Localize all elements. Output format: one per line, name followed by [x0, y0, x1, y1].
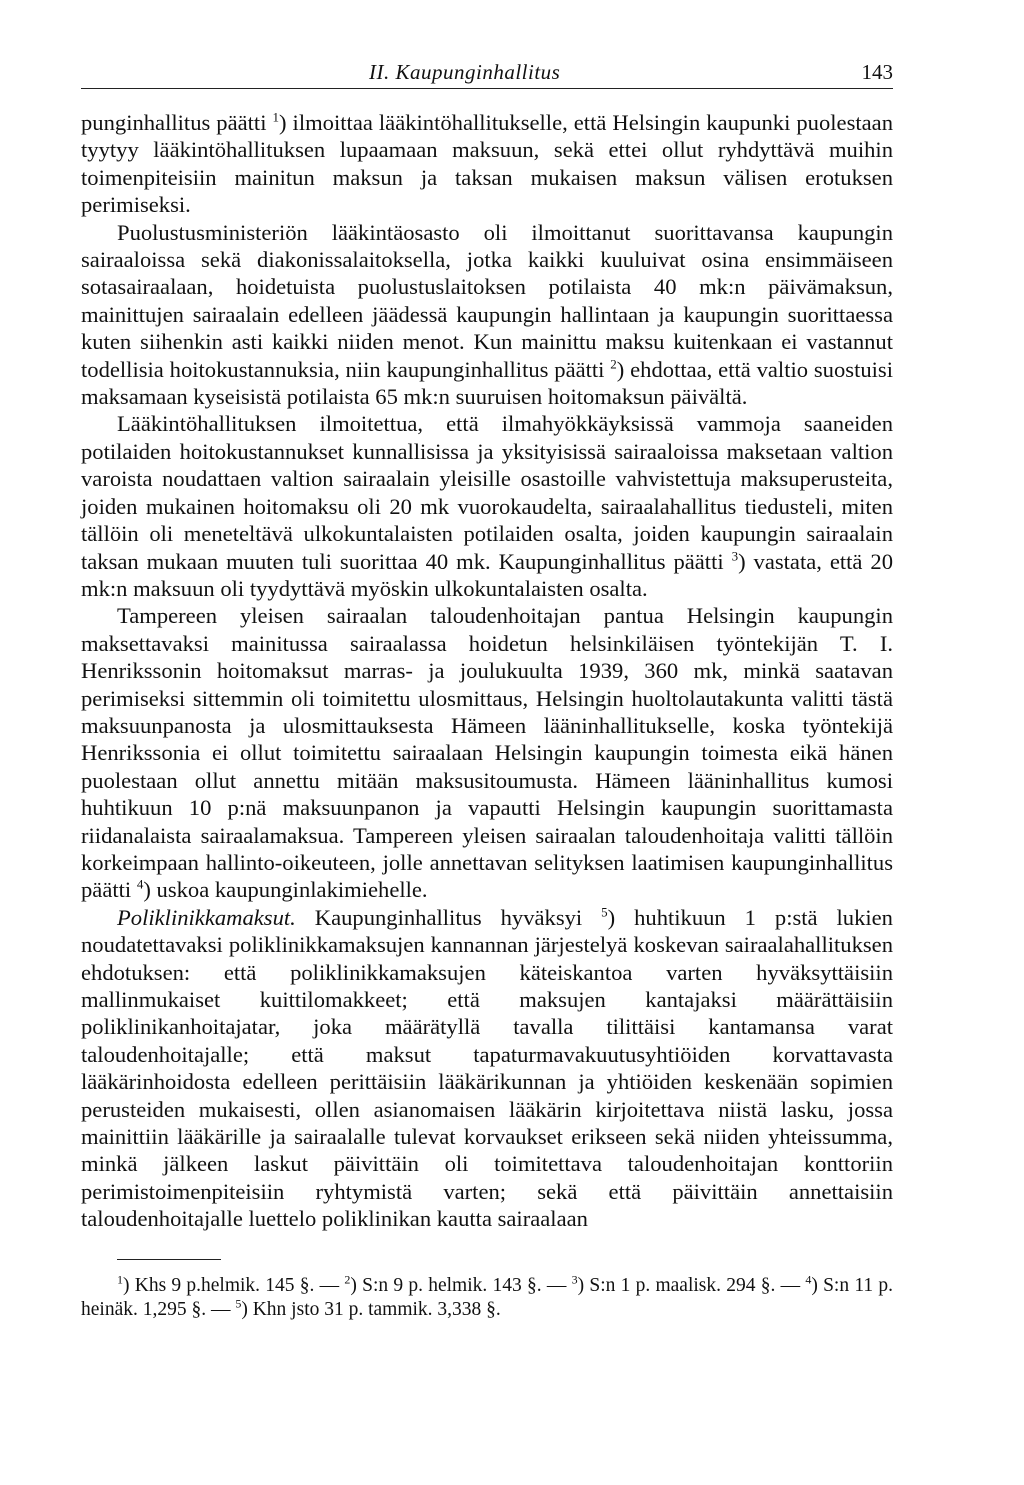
paragraph-2	[81, 219, 893, 411]
footnote-ref: 1	[272, 109, 280, 125]
paragraph-text: Puolustusministeriön lääkintäosasto oli ilmoittanut suorittavansa kaupungin sairaaloissa sekä diakonissalaitoksella, jotka kaikki kuuluivat osina ensimmäiseen sotasairaalaan, hoidetuista puolustuslaitoksen potilaista 40 mk:n päivämaksun, mainittujen sairaalain edelleen jäädessä kaupungin hallintaan ja kaupungin suorittaessa kuten siihenkin asti kaikki niiden menot. Kun mainittu maksu kuitenkaan ei vastannut todellisia hoitokustannuksia, niin kaupunginhallitus päätti	[81, 219, 893, 382]
page-number: 143	[861, 60, 893, 84]
paragraph-text: ) ilmoittaa lääkintöhallitukselle, että Helsingin kaupunki puolestaan tyytyy lääkintöhallituksen lupaamaan maksuun, sekä ettei ollut ryhdyttävä muihin toimenpiteisiin mainitun maksun ja taksan mukaisen maksun välisen erotuksen perimiseksi.	[81, 110, 893, 218]
footnote-text: ) Khs 9 p.helmik. 145 §. —	[123, 1274, 345, 1296]
paragraph-text: ) vastata, että 20 mk:n maksuun oli tyydyttävä myöskin ulkokuntalaisten osalta.	[81, 548, 893, 601]
footnote-number: 4	[805, 1272, 812, 1287]
paragraph-5	[81, 904, 893, 1233]
section-heading-italic: Poliklinikkamaksut.	[117, 904, 296, 930]
footnotes	[81, 1274, 893, 1322]
paragraph-text: Lääkintöhallituksen ilmoitettua, että ilmahyökkäyksissä vammoja saaneiden potilaiden hoitokustannukset kunnallisissa ja yksityisissä sairaaloissa maksetaan valtion varoista noudattaen valtion sairaalain yleisille osastoille vahvistettuja maksuperusteita, joiden mukainen hoitomaksu oli 20 mk vuorokaudelta, sairaalahallitus tiedusteli, miten tällöin oli meneteltävä ulkokuntalaisten potilaiden osalta, joiden kaupungin sairaalain taksan mukaan muuten tuli suorittaa 40 mk. Kaupunginhallitus päätti	[81, 411, 893, 574]
footnote-number: 1	[117, 1272, 123, 1287]
footnote-number: 2	[344, 1272, 351, 1287]
footnote-number: 3	[571, 1272, 578, 1287]
footnote-text: ) S:n 1 p. maalisk. 294 §. —	[577, 1274, 806, 1296]
paragraph-text: ) uskoa kaupunginlakimiehelle.	[143, 877, 428, 903]
paragraph-text: Kaupunginhallitus hyväksyi	[295, 904, 602, 930]
paragraph-text: ) huhtikuun 1 p:stä lukien noudatettavaksi poliklinikkamaksujen kannannan järjestelyä koskevan sairaalahallituksen ehdotuksen: että poliklinikkamaksujen käteiskantoa varten hyväksyttäisiin mallinmukaiset kuittilomakkeet; että maksujen kantajaksi määrättäisiin poliklinikanhoitajatar, joka määrätyllä tavalla tilittäisi kantamansa varat taloudenhoitajalle; että maksut tapaturmavakuutusyhtiöiden korvattavasta lääkärinhoidosta edelleen perittäisiin lääkärikunnan ja yhtiöiden keskenään sopimien perusteiden mukaisesti, ollen asianomaisen lääkärin kirjoitettava niistä lasku, jossa mainittiin lääkärille ja sairaalalle tulevat korvaukset erikseen sekä niiden yhteissumma, minkä jälkeen laskut päivittäin oli toimitettava taloudenhoitajan konttoriin perimistoimenpiteisiin ryhtymistä varten; sekä että päivittäin annettaisiin taloudenhoitajalle luettelo poliklinikan kautta sairaalaan	[81, 904, 893, 1232]
paragraph-text: ) ehdottaa, että valtio suostuisi maksamaan kyseisistä potilaista 65 mk:n suuruisen hoitomaksun päivältä.	[81, 356, 893, 410]
footnote-ref: 4	[136, 876, 144, 892]
footnote-ref: 2	[610, 356, 617, 372]
paragraph-1	[81, 109, 893, 219]
footnote-text: ) S:n 9 p. helmik. 143 §. —	[350, 1274, 572, 1296]
running-head	[81, 58, 893, 88]
footnote-rule	[117, 1259, 221, 1260]
paragraph-text: Tampereen yleisen sairaalan taloudenhoitajan pantua Helsingin kaupungin maksettavaksi mainitussa sairaalassa hoidetun helsinkiläisen työntekijän T. I. Henrikssonin hoitomaksut marras- ja joulukuulta 1939, 360 mk, minkä saatavan perimiseksi sittemmin oli toimitettu ulosmittaus, Helsingin huoltolautakunta valitti tästä maksuunpanosta ja ulosmittauksesta Hämeen lääninhallitukselle, koska työntekijä Henrikssonia ei ollut toimitettu sairaalaan Helsingin kaupungin toimesta eikä hänen puolestaan ollut annettu mitään maksusitoumusta. Hämeen lääninhallitus kumosi huhtikuun 10 p:nä maksuunpanon ja vapautti Helsingin kaupungin suorittamasta riidanalaista sairaalamaksua. Tampereen yleisen sairaalan taloudenhoitaja valitti tällöin korkeimpaan hallinto-oikeuteen, jolle annettavan selityksen laatimisen kaupunginhallitus päätti	[81, 603, 893, 903]
footnote-ref: 5	[601, 904, 608, 920]
footnote-text: ) S:n 11 p. heinäk. 1,295 §. —	[81, 1274, 893, 1320]
paragraph-4	[81, 602, 893, 903]
running-head-title: II. Kaupunginhallitus	[369, 60, 561, 84]
paragraph-text: punginhallitus päätti	[81, 110, 273, 135]
paragraph-3	[81, 410, 893, 602]
document-page	[81, 58, 893, 1322]
header-rule	[81, 88, 893, 89]
footnote-number: 5	[235, 1296, 242, 1311]
footnote-ref: 3	[731, 547, 739, 563]
footnote-text: ) Khn jsto 31 p. tammik. 3,338 §.	[241, 1298, 501, 1320]
